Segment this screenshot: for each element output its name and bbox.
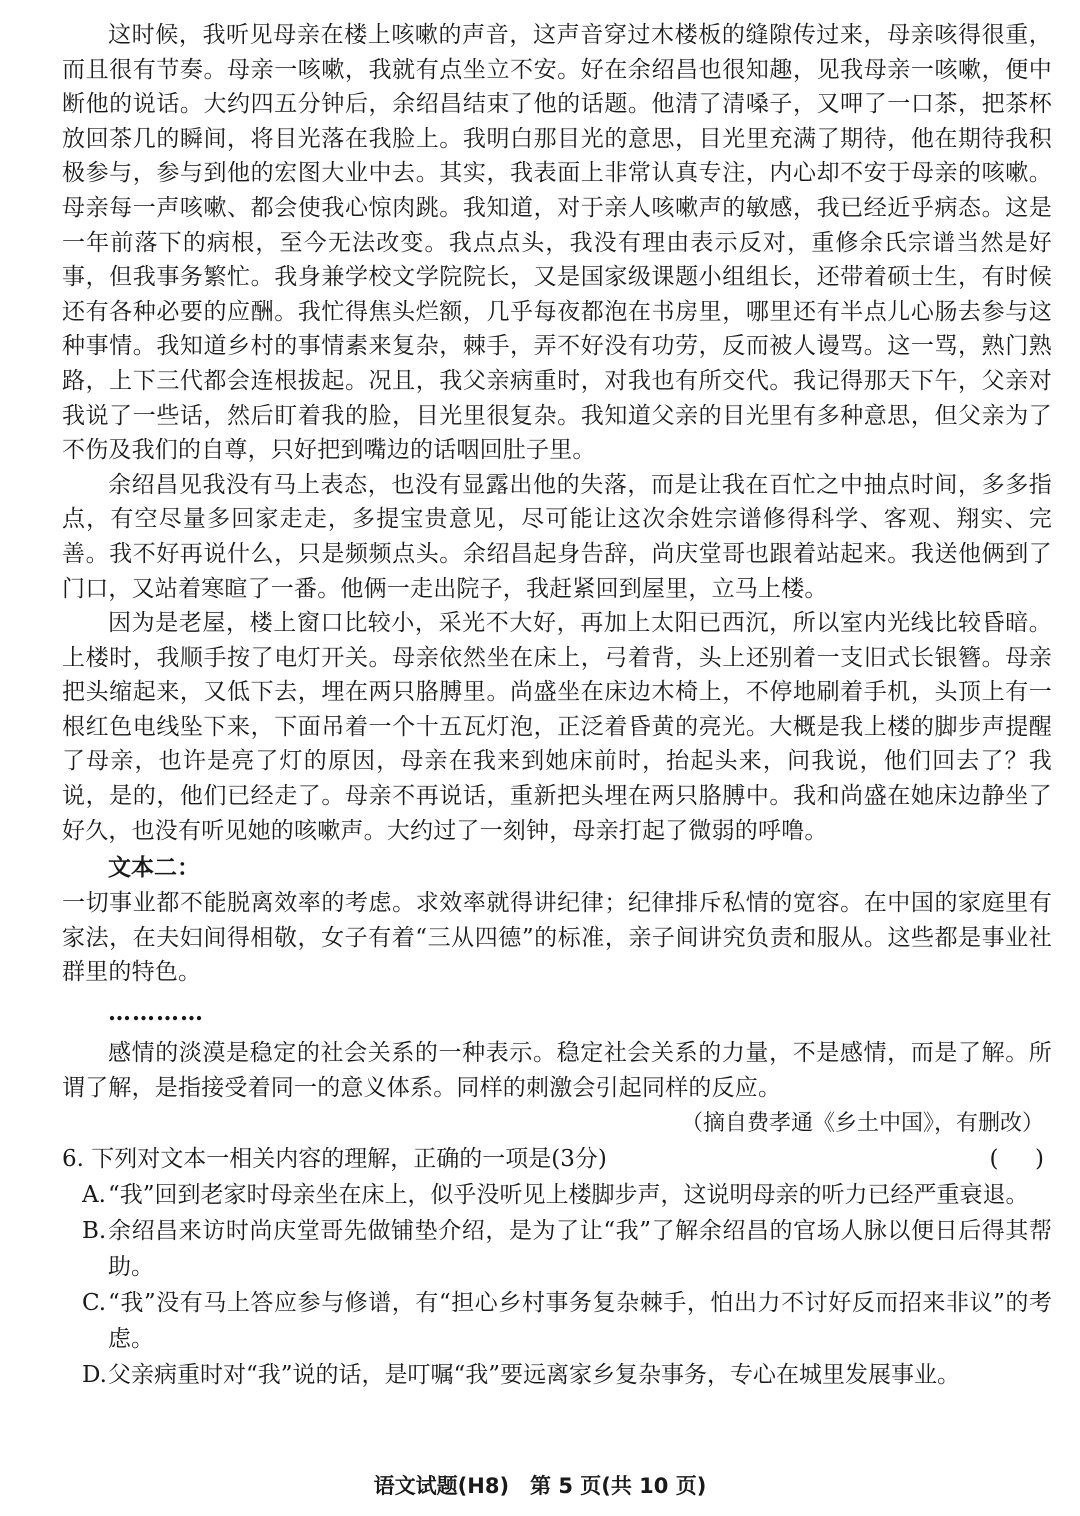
source-citation: （摘自费孝通《乡土中国》，有删改）	[680, 1111, 1044, 1137]
text1-paragraph-1: 这时候，我听见母亲在楼上咳嗽的声音，这声音穿过木楼板的缝隙传过来，母亲咳得很重，而且很有节奏。母亲一咳嗽，我就有点坐立不安。好在余绍昌也很知趣，见我母亲一咳嗽，便中断他的说话。大约四五分钟后，余绍昌结束了他的话题。他清了清嗓子，又呷了一口茶，把茶杯放回茶几的瞬间，将目光落在我脸上。我明白那目光的意思，目光里充满了期待，他在期待我积极参与，参与到他的宏图大业中去。其实，我表面上非常认真专注，内心却不安于母亲的咳嗽。母亲每一声咳嗽、都会使我心惊肉跳。我知道，对于亲人咳嗽声的敏感，我已经近乎病态。这是一年前落下的病根，至今无法改变。我点点头，我没有理由表示反对，重修余氏宗谱当然是好事，但我事务繁忙。我身兼学校文学院院长，又是国家级课题小组组长，还带着硕士生，有时候还有各种必要的应酬。我忙得焦头烂额，几乎每夜都泡在书房里，哪里还有半点儿心肠去参与这种事情。我知道乡村的事情素来复杂，棘手，弄不好没有功劳，反而被人谩骂。这一骂，熟门熟路，上下三代都会连根拔起。况且，我父亲病重时，对我也有所交代。我记得那天下午，父亲对我说了一些话，然后盯着我的脸，目光里很复杂。我知道父亲的目光里有多种意思，但父亲为了不伤及我们的自尊，只好把到嘴边的话咽回肚子里。	[62, 22, 1052, 464]
option-a-text: “我”回到老家时母亲坐在床上，似乎没听见上楼脚步声，这说明母亲的听力已经严重衰退。	[108, 1182, 1029, 1209]
option-d-letter: D.	[82, 1362, 107, 1389]
text2-paragraph-2: 感情的淡漠是稳定的社会关系的一种表示。稳定社会关系的力量，不是感情，而是了解。所谓了解，是指接受着同一的意义体系。同样的刺激会引起同样的反应。	[62, 1040, 1052, 1101]
option-d-text: 父亲病重时对“我”说的话，是叮嘱“我”要远离家乡复杂事务，专心在城里发展事业。	[108, 1362, 961, 1389]
omission-mark: …………	[108, 999, 204, 1027]
option-b	[82, 1213, 1052, 1285]
answer-bracket: ( )	[989, 1146, 1044, 1173]
text2-heading: 文本二：	[108, 854, 200, 882]
option-a	[82, 1177, 1052, 1213]
option-a-letter: A.	[82, 1182, 106, 1209]
text1-paragraph-3: 因为是老屋，楼上窗口比较小，采光不大好，再加上太阳已西沉，所以室内光线比较昏暗。上楼时，我顺手按了电灯开关。母亲依然坐在床上，弓着背，头上还别着一支旧式长银簪。母亲把头缩起来，又低下去，埋在两只胳膊里。尚盛坐在床边木椅上，不停地刷着手机，头顶上有一根红色电线坠下来，下面吊着一个十五瓦灯泡，正泛着昏黄的亮光。大概是我上楼的脚步声提醒了母亲，也许是亮了灯的原因，母亲在我来到她床前时，抬起头来，问我说，他们回去了？我说，是的，他们已经走了。母亲不再说话，重新把头埋在两只胳膊中。我和尚盛在她床边静坐了好久，也没有听见她的咳嗽声。大约过了一刻钟，母亲打起了微弱的呼噜。	[62, 610, 1052, 844]
option-b-letter: B.	[82, 1218, 107, 1245]
question-6-text: 6. 下列对文本一相关内容的理解，正确的一项是(3分)	[62, 1146, 607, 1173]
option-c-letter: C.	[82, 1290, 107, 1317]
question-6-stem	[62, 1141, 1052, 1177]
option-c-text: “我”没有马上答应参与修谱，有“担心乡村事务复杂棘手，怕出力不讨好反而招来非议”的考虑。	[108, 1290, 1052, 1353]
page-footer: 语文试题(H8) 第 5 页(共 10 页)	[373, 1474, 707, 1498]
option-b-text: 余绍昌来访时尚庆堂哥先做铺垫介绍，是为了让“我”了解余绍昌的官场人脉以便日后得其帮助。	[108, 1218, 1052, 1281]
text2-paragraph-1: 一切事业都不能脱离效率的考虑。求效率就得讲纪律；纪律排斥私情的宽容。在中国的家庭里有家法，在夫妇间得相敬，女子有着“三从四德”的标准，亲子间讲究负责和服从。这些都是事业社群里的特色。	[62, 890, 1052, 986]
option-d	[82, 1357, 1052, 1393]
option-c	[82, 1285, 1052, 1357]
exam-page	[62, 18, 1052, 1393]
text1-paragraph-2: 余绍昌见我没有马上表态，也没有显露出他的失落，而是让我在百忙之中抽点时间，多多指点，有空尽量多回家走走，多提宝贵意见，尽可能让这次余姓宗谱修得科学、客观、翔实、完善。我不好再说什么，只是频频点头。余绍昌起身告辞，尚庆堂哥也跟着站起来。我送他俩到了门口，又站着寒暄了一番。他俩一走出院子，我赶紧回到屋里，立马上楼。	[62, 471, 1052, 602]
